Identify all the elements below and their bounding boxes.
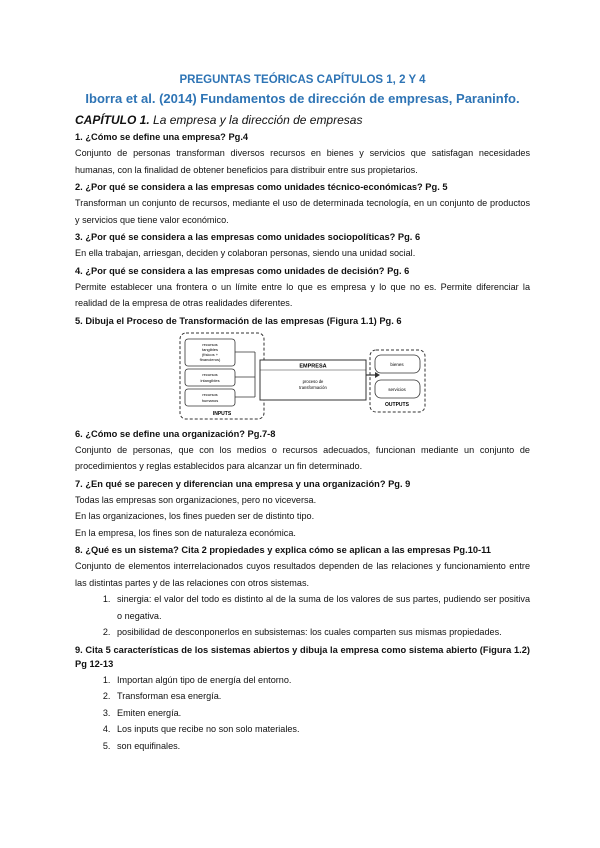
output-label-1: bienes: [390, 361, 404, 367]
question-8: 8. ¿Qué es un sistema? Cita 2 propiedades y explica cómo se aplican a las empresas Pg.10-11: [75, 545, 491, 555]
chapter-name: La empresa y la dirección de empresas: [153, 113, 363, 127]
list-item: 2. Transforman esa energía.: [113, 688, 530, 705]
input-label-1a: recursos: [202, 341, 218, 347]
input-label-3a: recursos: [202, 391, 218, 397]
outputs-label: OUTPUTS: [385, 401, 409, 408]
input-label-1c: (físicos +: [201, 351, 219, 357]
answer-7-line-1: Todas las empresas son organizaciones, pero no viceversa.: [75, 494, 317, 505]
input-label-3b: humanos: [201, 397, 219, 403]
list-item: 3. Emiten energía.: [113, 705, 530, 722]
chapter-number: CAPÍTULO 1.: [75, 113, 150, 127]
list-item: 4. Los inputs que recibe no son solo materiales.: [113, 721, 530, 738]
chapter-heading: [75, 112, 530, 128]
question-4: 4. ¿Por qué se considera a las empresas como unidades de decisión? Pg. 6: [75, 265, 410, 276]
company-sub-1: proceso de: [302, 378, 324, 384]
answer-7-line-3: En la empresa, los fines son de naturaleza económica.: [75, 527, 296, 538]
list-item: 2. posibilidad de desconponerlos en subsistemas: los cuales comparten sus mismas propiedades.: [113, 624, 530, 641]
question-1: 1. ¿Cómo se define una empresa? Pg.4: [75, 132, 249, 142]
question-9: 9. Cita 5 características de los sistemas abiertos y dibuja la empresa como sistema abierto (Figura 1.2) Pg 12-13: [75, 644, 530, 669]
list-item: 5. son equifinales.: [113, 738, 530, 755]
inputs-label: INPUTS: [212, 410, 232, 417]
document-page: [75, 72, 530, 754]
answer-1: Conjunto de personas transforman diversos recursos en bienes y servicios que satisfagan necesidades humanas, con la finalidad de obtener beneficios para distribuir entre sus propietarios.: [75, 148, 530, 175]
answer-6: Conjunto de personas, que con los medios o recursos adecuados, funcionan mediante un conjunto de procedimientos y reglas establecidos para alcanzar un fin determinado.: [75, 444, 530, 471]
document-subtitle: Iborra et al. (2014) Fundamentos de dirección de empresas, Paraninfo.: [85, 91, 520, 106]
answer-9-list: [75, 672, 530, 755]
question-2: 2. ¿Por qué se considera a las empresas como unidades técnico-económicas? Pg. 5: [75, 182, 448, 192]
company-sub-2: transformación: [299, 384, 327, 390]
question-3: 3. ¿Por qué se considera a las empresas como unidades sociopolíticas? Pg. 6: [75, 232, 421, 242]
answer-7-line-2: En las organizaciones, los fines pueden ser de distinto tipo.: [75, 511, 315, 521]
figure-diagram: [75, 331, 530, 423]
answer-3: En ella trabajan, arriesgan, deciden y colaboran personas, siendo una unidad social.: [75, 248, 416, 258]
list-item: 1. Importan algún tipo de energía del entorno.: [113, 672, 530, 689]
company-title: EMPRESA: [299, 363, 327, 369]
question-6: 6. ¿Cómo se define una organización? Pg.7-8: [75, 428, 276, 439]
input-label-2a: recursos: [202, 371, 218, 377]
list-item: 1. sinergia: el valor del todo es distinto al de la suma de los valores de sus partes, pudiendo ser positiva o negativa.: [113, 591, 530, 624]
transformation-process-figure: [75, 331, 530, 423]
answer-4: Permite establecer una frontera o un límite entre lo que es empresa y lo que no es. Permite diferenciar la realidad de la empresa de otras realidades diferentes.: [75, 281, 530, 308]
output-label-2: servicios: [388, 386, 406, 392]
question-7: 7. ¿En qué se parecen y diferencian una empresa y una organización? Pg. 9: [75, 478, 411, 489]
answer-8-list: [75, 591, 530, 641]
document-title: PREGUNTAS TEÓRICAS CAPÍTULOS 1, 2 Y 4: [179, 74, 426, 86]
input-label-2b: intangibles: [200, 377, 220, 383]
input-label-1d: financieros): [199, 356, 221, 362]
input-label-1b: tangibles: [201, 346, 219, 352]
answer-8: Conjunto de elementos interrelacionados cuyos resultados dependen de las relaciones y funcionamiento entre las distintas partes y de las relaciones con otros sistemas.: [75, 561, 530, 588]
question-5: 5. Dibuja el Proceso de Transformación de las empresas (Figura 1.1) Pg. 6: [75, 315, 402, 326]
answer-2: Transforman un conjunto de recursos, mediante el uso de determinada tecnología, en un conjunto de productos y servicios que tiene valor económico.: [75, 198, 530, 225]
